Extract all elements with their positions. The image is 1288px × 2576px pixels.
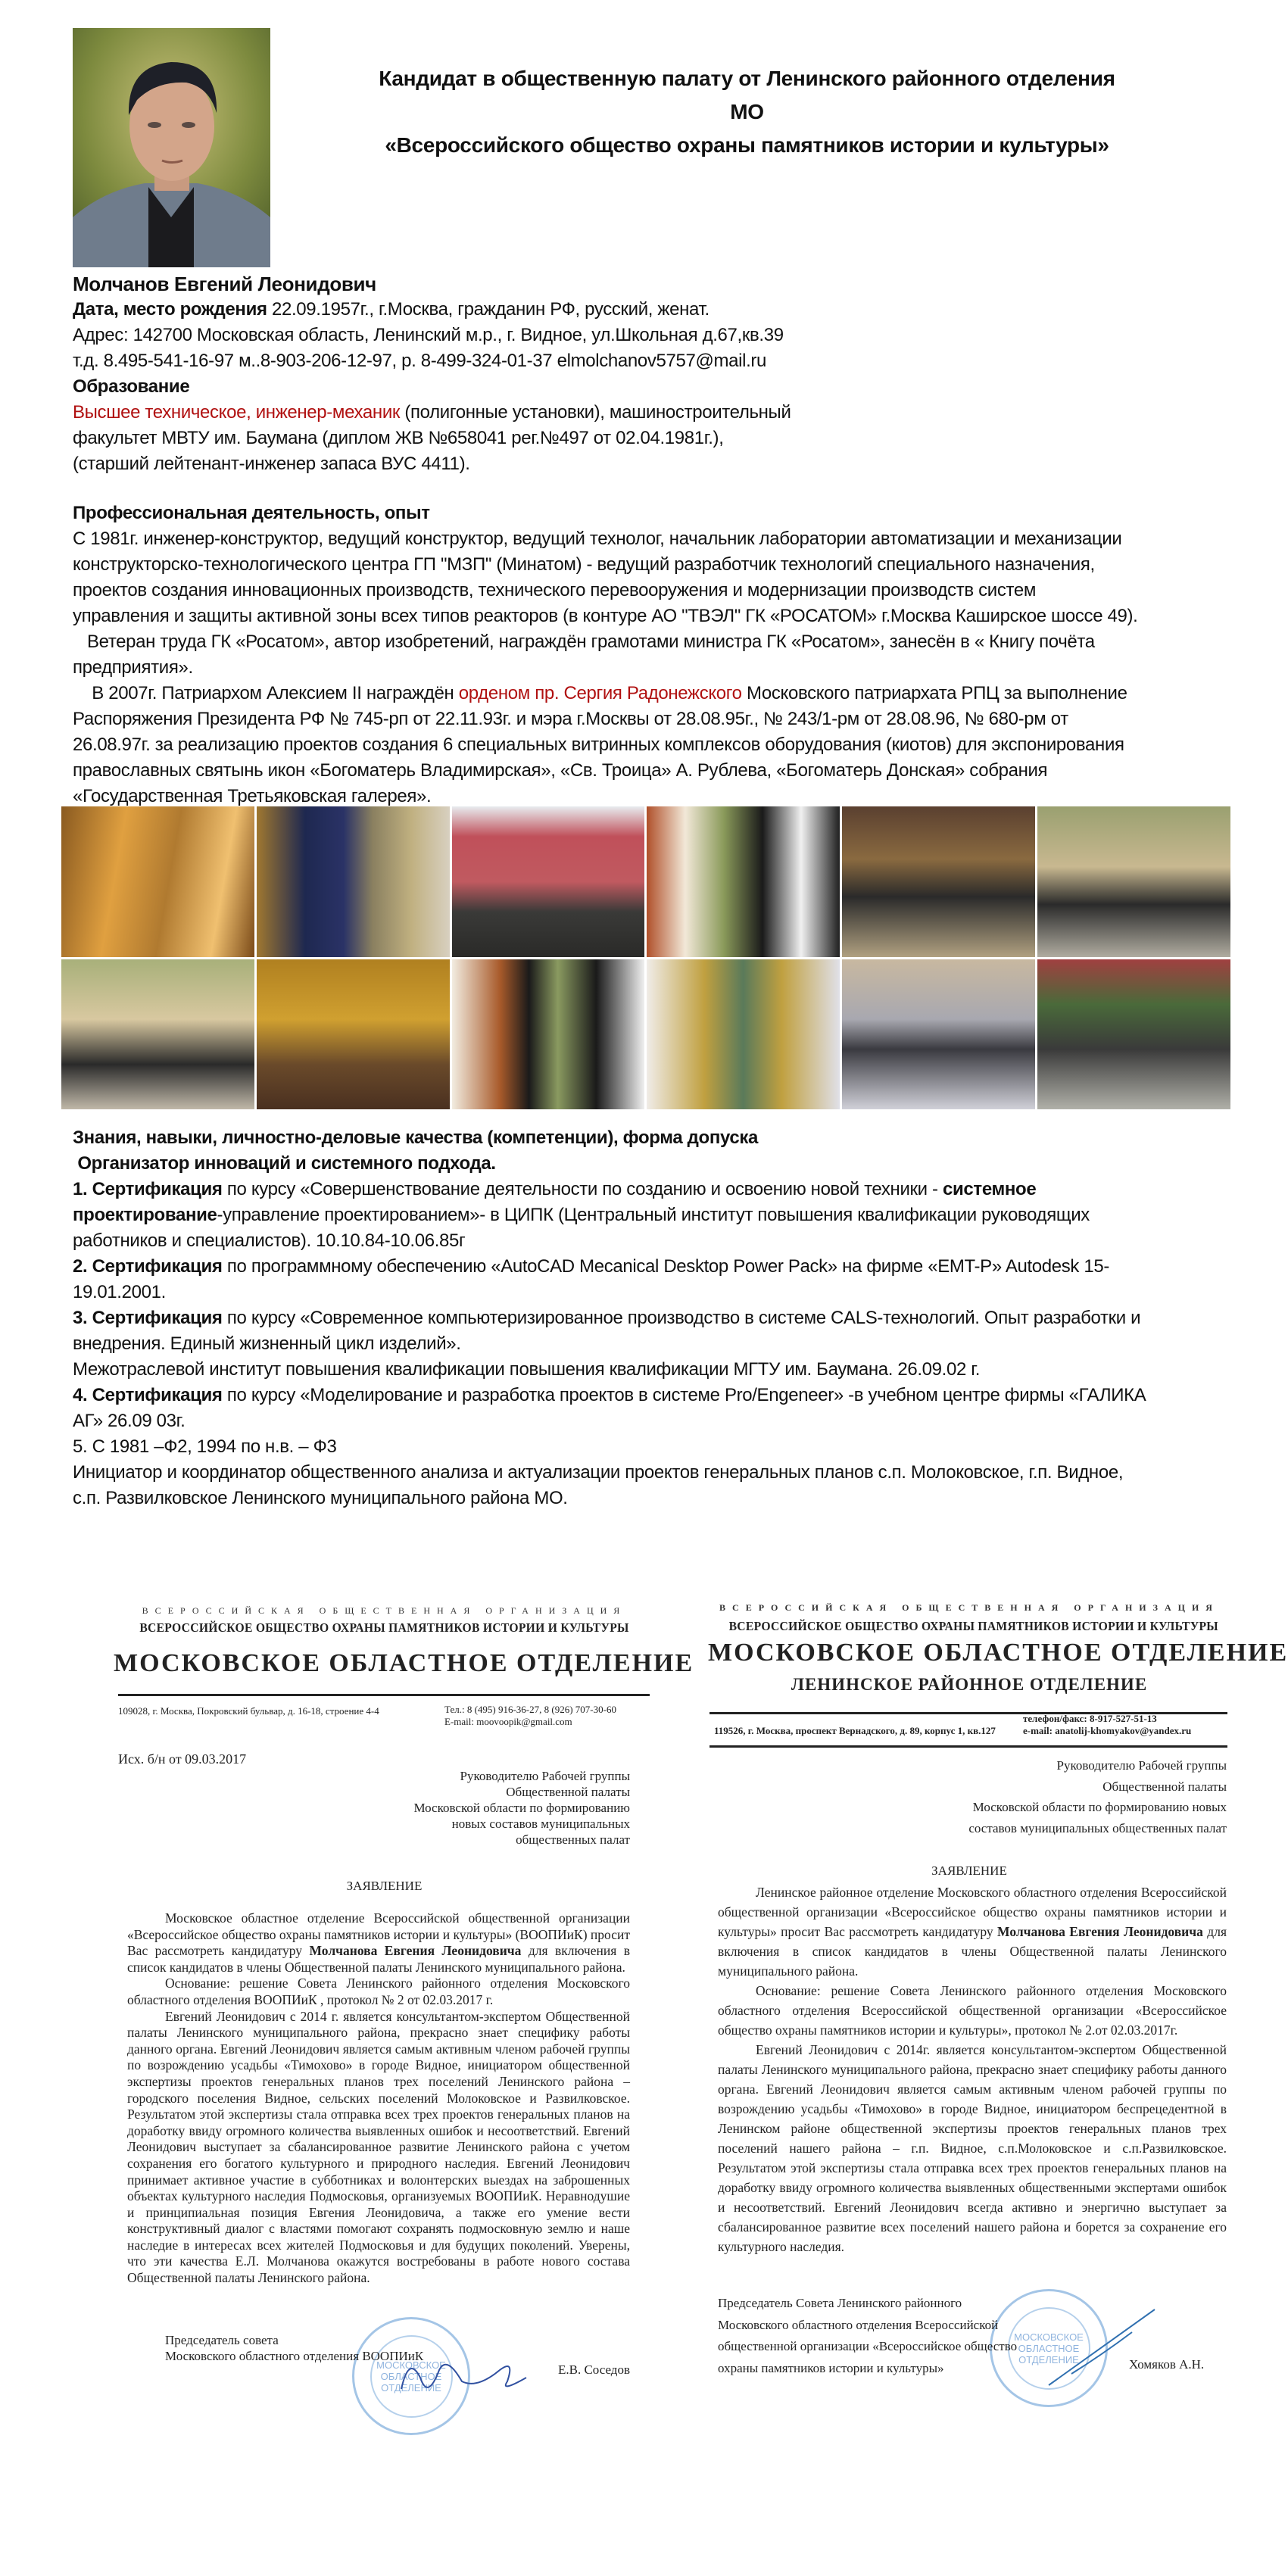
statement-paragraph: Основание: решение Совета Ленинского районного отделения Московского областного отделения ВООПИиК , протокол № 2 от 02.03.2017 г. bbox=[127, 1976, 630, 2007]
certification-1 bbox=[73, 1177, 1146, 1202]
certification-label: 3. Сертификация bbox=[73, 1308, 223, 1328]
award-order: орденом пр. Сергия Радонежского bbox=[458, 683, 742, 703]
education-detail: (полигонные установки), машиностроительный bbox=[400, 402, 791, 423]
signer-title bbox=[165, 2332, 423, 2364]
certification-text: по курсу «Современное компьютеризированное производство в системе CALS-технологий. Опыт разработки и bbox=[222, 1308, 1141, 1328]
letterhead-address: 109028, г. Москва, Покровский бульвар, д. 16-18, строение 4-4 bbox=[118, 1705, 379, 1717]
photo-exhibition-kiot bbox=[61, 959, 254, 1110]
letterhead-phone: Тел.: 8 (495) 916-36-27, 8 (926) 707-30-60 bbox=[444, 1704, 616, 1715]
letter-regional-branch bbox=[114, 1545, 694, 2499]
statement-paragraph: Основание: решение Совета Ленинского районного отделения Московского областного отделения Всероссийской общественной организации «Всероссийское общество охраны памятников истории и культуры», протокол № 2.от 02.03.2017г. bbox=[718, 1983, 1227, 2038]
certification-text: по курсу «Моделирование и разработка проектов в системе Pro/Engeneer» -в учебном центре фирмы «ГАЛИКА bbox=[222, 1385, 1146, 1405]
addressee-line: Московской области по формированию новых bbox=[972, 1800, 1227, 1814]
experience-line: управления и защиты активной зоны всех типов реакторов (в контуре АО "ТВЭЛ" ГК «РОСАТОМ» г.Москва Каширское шоссе 49). bbox=[73, 606, 1138, 626]
letterhead-society: ВСЕРОССИЙСКОЕ ОБЩЕСТВО ОХРАНЫ ПАМЯТНИКОВ ИСТОРИИ И КУЛЬТУРЫ bbox=[139, 1620, 629, 1635]
title-line-2: МО bbox=[730, 100, 764, 123]
statement-paragraph bbox=[718, 1882, 1227, 1981]
signer-title-line: Председатель совета bbox=[165, 2333, 279, 2347]
education-heading: Образование bbox=[73, 376, 190, 397]
certification-2 bbox=[73, 1254, 1146, 1280]
candidate-name-mention: Молчанова Евгения Леонидовича bbox=[309, 1943, 522, 1959]
award-line: 26.08.97г. за реализацию проектов создания 6 специальных витринных комплексов оборудования (киотов) для экспонирования bbox=[73, 734, 1124, 755]
education-degree: Высшее техническое, инженер-механик bbox=[73, 402, 401, 423]
award-line: православных святынь икон «Богоматерь Владимирская», «Св. Троица» А. Рублева, «Богоматерь Донская» собрания bbox=[73, 760, 1048, 781]
addressee-line: Общественной палаты bbox=[1102, 1779, 1227, 1794]
education-line-1 bbox=[73, 400, 791, 426]
photo-exhibition-hall bbox=[1037, 806, 1230, 957]
award-line: «Государственная Третьяковская галерея». bbox=[73, 786, 432, 806]
letterhead-phone: телефон/факс: 8-917-527-51-13 bbox=[1023, 1713, 1157, 1724]
profile-section bbox=[73, 271, 791, 477]
letterhead-branch: МОСКОВСКОЕ ОБЛАСТНОЕ ОТДЕЛЕНИЕ bbox=[114, 1649, 694, 1677]
addressee-line: Руководителю Рабочей группы bbox=[460, 1769, 630, 1783]
phones-line: т.д. 8.495-541-16-97 м..8-903-206-12-97, р. 8-499-324-01-37 elmolchanov5757@mail.ru bbox=[73, 351, 767, 371]
photo-iconostasis-group bbox=[257, 959, 450, 1110]
letterhead-org-type: ВСЕРОССИЙСКАЯ ОБЩЕСТВЕННАЯ ОРГАНИЗАЦИЯ bbox=[142, 1605, 627, 1616]
letterhead-district: ЛЕНИНСКОЕ РАЙОННОЕ ОТДЕЛЕНИЕ bbox=[791, 1675, 1148, 1694]
award-line bbox=[73, 681, 1137, 706]
initiative-line: Инициатор и координатор общественного анализа и актуализации проектов генеральных планов с.п. Молоковское, г.п. Видное, bbox=[73, 1462, 1124, 1483]
award-line: Распоряжения Президента РФ № 745-рп от 22.11.93г. и мэра г.Москвы от 28.08.95г., № 243/1-рм от 28.08.96, № 680-рм от bbox=[73, 709, 1068, 729]
experience-line: проектов создания инновационных производств, технического перевооружения и модернизации производств систем bbox=[73, 580, 1037, 600]
award-post: Московского патриархата РПЦ за выполнение bbox=[741, 683, 1127, 703]
title-line-3: «Всероссийского общество охраны памятников истории и культуры» bbox=[385, 133, 1109, 157]
photo-exhibition-visitors bbox=[842, 959, 1035, 1110]
signer-title-line: охраны памятников истории и культуры» bbox=[718, 2360, 944, 2375]
letterhead-branch: МОСКОВСКОЕ ОБЛАСТНОЕ ОТДЕЛЕНИЕ bbox=[708, 1639, 1288, 1667]
letterhead-society: ВСЕРОССИЙСКОЕ ОБЩЕСТВО ОХРАНЫ ПАМЯТНИКОВ ИСТОРИИ И КУЛЬТУРЫ bbox=[728, 1619, 1218, 1633]
addressee-line: составов муниципальных общественных палат bbox=[968, 1820, 1227, 1835]
statement-paragraph: Евгений Леонидович с 2014 г. является консультантом-экспертом Общественной палаты Ленинского муниципального района, прекрасно знает специфику работы данного органа. Евгений Леонидович является самым активным членом рабочей группы по возрождению усадьбы «Тимохово» в городе Видное, инициатором общественной экспертизы проектов генеральных планов трех поселений Ленинского района – городского поселения Видное, сельских поселений Молоковское и Развилковское. Результатом этой экспертизы стала отправка всех трех проектов генеральных планов на доработку ввиду огромного количества выявленных ошибок и несоответствий. Евгений Леонидович выступает за сбалансированное развитие Ленинского района с учетом сохранения его богатого культурного и природного наследия. Евгений Леонидович принимает активное участие в субботниках и волонтерских выездах на заброшенных объектах культурного наследия Подмосковья, организуемых ВООПИиК. Неравнодушие и принципиальная позиция Евгения Леонидовича, а также его умение вести конструктивный диалог с властями помогают сохранять подмосковную землю и наше наследие в интересах всех жителей Подмосковья и для будущих поколений. Уверены, что эти качества Е.Л. Молчанова окажутся востребованы в работе нового состава Общественной палаты Ленинского района. bbox=[127, 2008, 630, 2286]
statement-text: для включения в список кандидатов в члены Общественной палаты Ленинского муниципального района. bbox=[127, 1943, 630, 1975]
statement-body bbox=[718, 1882, 1227, 2256]
certification-1-cont bbox=[73, 1202, 1146, 1228]
clearance-line: 5. С 1981 –Ф2, 1994 по н.в. – Ф3 bbox=[73, 1436, 337, 1457]
experience-line: С 1981г. инженер-конструктор, ведущий конструктор, ведущий технолог, начальник лаборатории автоматизации и механизации bbox=[73, 529, 1122, 549]
birth-line bbox=[73, 297, 791, 323]
photo-veterans-group bbox=[1037, 959, 1230, 1110]
experience-line: Ветеран труда ГК «Росатом», автор изобретений, награждён грамотами министра ГК «Росатом», занесён в « Книгу почёта bbox=[73, 632, 1095, 652]
certification-bold: системное bbox=[943, 1179, 1037, 1199]
addressee-line: Руководителю Рабочей группы bbox=[1056, 1758, 1227, 1773]
certification-2-cont: 19.01.2001. bbox=[73, 1282, 166, 1302]
addressee-line: общественных палат bbox=[516, 1832, 630, 1847]
certification-label: 4. Сертификация bbox=[73, 1385, 223, 1405]
letterhead-address: 119526, г. Москва, проспект Вернадского, д. 89, корпус 1, кв.127 bbox=[714, 1725, 996, 1736]
experience-heading: Профессиональная деятельность, опыт bbox=[73, 503, 430, 523]
outgoing-reference: Исх. б/н от 09.03.2017 bbox=[118, 1751, 247, 1767]
letterhead-org-type: ВСЕРОССИЙСКАЯ ОБЩЕСТВЕННАЯ ОРГАНИЗАЦИЯ bbox=[719, 1602, 1219, 1613]
address-line: Адрес: 142700 Московская область, Ленинский м.р., г. Видное, ул.Школьная д.67,кв.39 bbox=[73, 325, 784, 345]
certification-bold: проектирование bbox=[73, 1205, 217, 1225]
certification-text: -управление проектированием»- в ЦИПК (Центральный институт повышения квалификации руководящих bbox=[217, 1205, 1090, 1225]
certification-label: 2. Сертификация bbox=[73, 1256, 223, 1277]
birth-label: Дата, место рождения bbox=[73, 299, 267, 320]
education-line-2: факультет МВТУ им. Баумана (диплом ЖВ №658041 рег.№497 от 02.04.1981г.), bbox=[73, 428, 724, 448]
statement-text: Московское областное отделение Всероссийской общественной организации «Всероссийское общество охраны памятников истории и культуры» (ВООПИиК) просит Вас рассмотреть кандидатуру bbox=[127, 1910, 630, 1959]
signer-title-line: Председатель Совета Ленинского районного bbox=[718, 2296, 962, 2310]
title-line-1: Кандидат в общественную палату от Ленинского районного отделения bbox=[379, 67, 1115, 90]
experience-line: конструкторско-технологического центра ГП "МЗП" (Минатом) - ведущий разработчик технологий специального назначения, bbox=[73, 554, 1095, 575]
certification-4 bbox=[73, 1383, 1146, 1408]
addressee-line: новых составов муниципальных bbox=[451, 1817, 630, 1831]
candidate-name-mention: Молчанова Евгения Леонидовича bbox=[997, 1924, 1203, 1939]
competencies-heading: Знания, навыки, личностно-деловые качества (компетенции), форма допуска bbox=[73, 1127, 759, 1148]
certification-text: по программному обеспечению «AutoCAD Mecanical Desktop Power Pack» на фирме «EMT-P» Autodesk 15- bbox=[222, 1256, 1110, 1277]
education-line-3: (старший лейтенант-инженер запаса ВУС 4411). bbox=[73, 454, 470, 474]
experience-line: предприятия». bbox=[73, 657, 193, 678]
photo-collage bbox=[61, 806, 1230, 1109]
statement-body bbox=[127, 1910, 630, 2287]
signature bbox=[1041, 2302, 1162, 2393]
photo-patriarch-award bbox=[647, 806, 840, 957]
candidate-name: Молчанов Евгений Леонидович bbox=[73, 273, 376, 295]
photo-icon-exhibition-group bbox=[842, 806, 1035, 957]
statement-title: ЗАЯВЛЕНИЕ bbox=[931, 1863, 1007, 1878]
certification-text: по курсу «Совершенствование деятельности по созданию и освоению новой техники - bbox=[222, 1179, 943, 1199]
addressee-block bbox=[413, 1768, 630, 1848]
letter-district-branch bbox=[708, 1575, 1288, 2484]
certification-3 bbox=[73, 1305, 1146, 1331]
signer-title-line: Московского областного отделения Всероссийской bbox=[718, 2317, 999, 2332]
certification-1-cont: работников и специалистов). 10.10.84-10.06.85г bbox=[73, 1230, 466, 1251]
certification-3-cont: внедрения. Единый жизненный цикл изделий». bbox=[73, 1333, 461, 1354]
statement-paragraph: Евгений Леонидович с 2014г. является консультантом-экспертом Общественной палаты Ленинского муниципального района, прекрасно знает специфику работы данного органа. Евгений Леонидович является самым активным членом рабочей группы по возрождению усадьбы «Тимохово» в городе Видное, инициатором беспрецедентной в Ленинском районе общественной экспертизы проектов генеральных планов трех поселений нашего района – г.п. Видное, с.п.Молоковское и с.п.Развилковское. Результатом этой экспертизы стала отправка всех трех проектов генеральных планов на доработку ввиду огромного количества выявленных общественными экспертами ошибок и несоответствий. Евгений Леонидович всегда активно и энергично выступает за сбалансированное развитие всех поселений нашего района и борется за сохранение его культурного наследия. bbox=[718, 2042, 1227, 2254]
certification-4-cont: АГ» 26.09 03г. bbox=[73, 1411, 186, 1431]
statement-text: Ленинское районное отделение Московского областного отделения Всероссийской общественной организации «Всероссийское общество охраны памятников истории и культуры» просит Вас рассмотреть кандидатуру bbox=[718, 1885, 1227, 1939]
statement-title: ЗАЯВЛЕНИЕ bbox=[346, 1879, 423, 1893]
candidate-portrait bbox=[73, 28, 270, 267]
letterhead-email: e-mail: anatolij-khomyakov@yandex.ru bbox=[1023, 1725, 1192, 1736]
experience-section bbox=[73, 501, 1137, 809]
competencies-section bbox=[73, 1125, 1146, 1511]
award-pre: В 2007г. Патриархом Алексием II награждён bbox=[73, 683, 459, 703]
statement-text: для включения в список кандидатов в члены Общественной палаты Ленинского муниципального района. bbox=[718, 1924, 1227, 1979]
statement-paragraph bbox=[127, 1910, 630, 1976]
photo-monastery-crowd bbox=[452, 806, 645, 957]
competencies-subheading: Организатор инноваций и системного подхода. bbox=[73, 1153, 496, 1174]
certification-3-institute: Межотраслевой институт повышения квалификации повышения квалификации МГТУ им. Баумана. 26.09.02 г. bbox=[73, 1359, 981, 1380]
signer-title-line: общественной организации «Всероссийское общество bbox=[718, 2339, 1018, 2353]
certification-label: 1. Сертификация bbox=[73, 1179, 223, 1199]
photo-clergy-meeting bbox=[452, 959, 645, 1110]
letterhead-email: E-mail: moovoopik@gmail.com bbox=[444, 1716, 572, 1727]
photo-cossack-at-icon bbox=[257, 806, 450, 957]
addressee-line: Московской области по формированию bbox=[413, 1801, 630, 1815]
addressee-block bbox=[968, 1755, 1227, 1838]
photo-trinity-icon-kiot bbox=[647, 959, 840, 1110]
letterhead-rule bbox=[709, 1745, 1227, 1748]
stamp-text: МОСКОВСКОЕ ОБЛАСТНОЕ ОТДЕЛЕНИЕ bbox=[1008, 2307, 1090, 2390]
stamp-text: МОСКОВСКОЕ ОБЛАСТНОЕ ОТДЕЛЕНИЕ bbox=[370, 2335, 453, 2418]
birth-value: 22.09.1957г., г.Москва, гражданин РФ, русский, женат. bbox=[267, 299, 709, 320]
signer-title bbox=[718, 2293, 1017, 2379]
photo-church-service bbox=[61, 806, 254, 957]
page-title bbox=[320, 62, 1174, 162]
signer-name: Е.В. Соседов bbox=[558, 2362, 630, 2377]
initiative-line: с.п. Развилковское Ленинского муниципального района МО. bbox=[73, 1488, 568, 1508]
signer-title-line: Московского областного отделения ВООПИиК bbox=[165, 2349, 424, 2363]
letterhead-rule bbox=[118, 1694, 650, 1696]
signer-name: Хомяков А.Н. bbox=[1129, 2357, 1205, 2372]
addressee-line: Общественной палаты bbox=[506, 1785, 630, 1799]
